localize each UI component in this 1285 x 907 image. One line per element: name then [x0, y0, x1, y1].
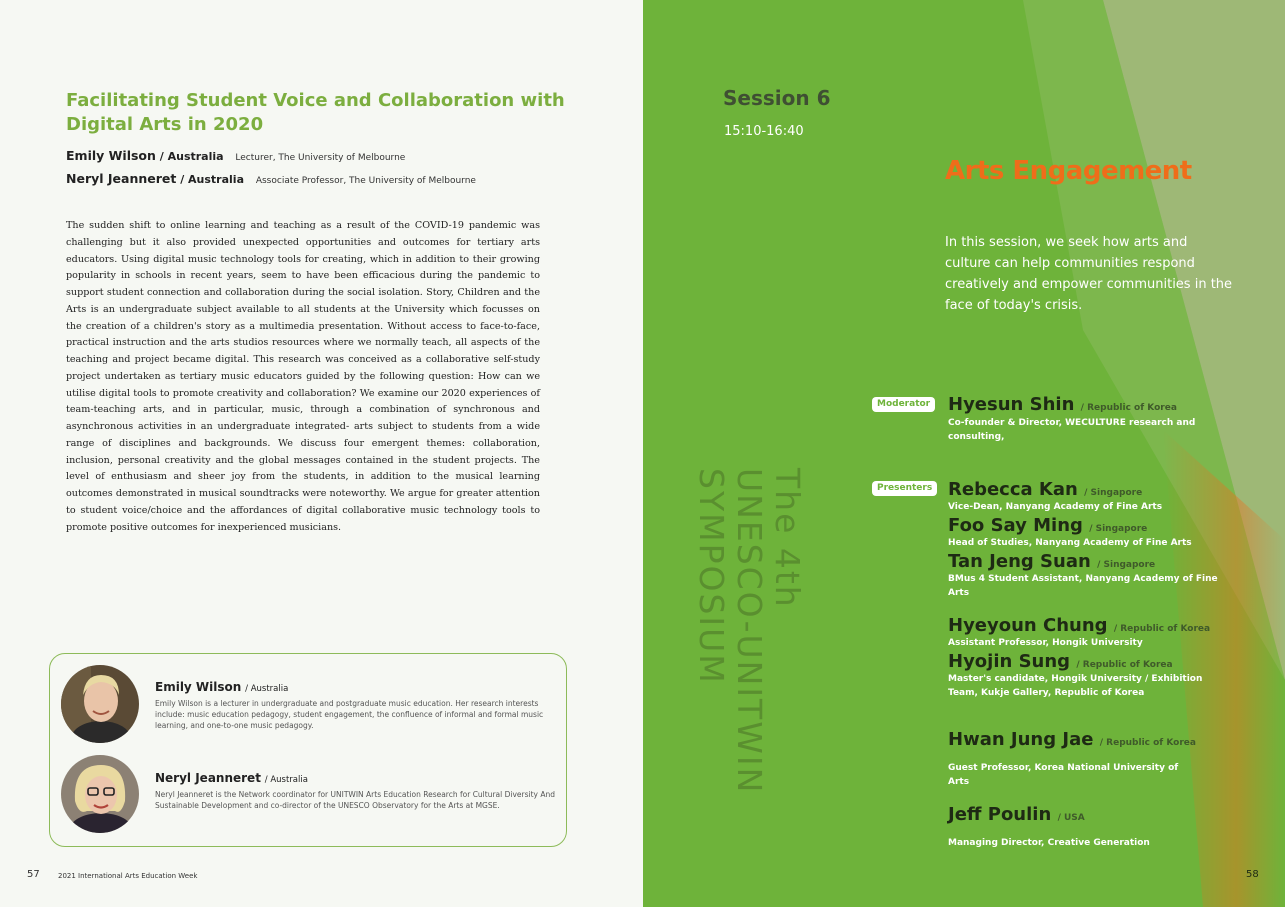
page-number-right: 58: [1246, 869, 1259, 880]
abstract-text: The sudden shift to online learning and teaching as a result of the COVID-19 pandemic was challenging but it also provided unexpected opportunities and outcomes for tertiary arts educators. Using digital music technology tools for creating, which in addition to their growing popularity in schools in recent years, seem to have been efficacious during the pandemic to support student connection and collaboration during the social isolation. Story, Children and the Arts is an undergraduate subject available to all students at the University which focusses on the creation of a children's story as a multimedia presentation. Without access to face-to-face, practical instruction and the arts studios resources where we normally teach, all aspects of the teaching and project became digital. This research was conceived as a collaborative self-study project undertaken as tertiary music educators guided by the following question: How can we utilise digital tools to promote creativity and collaboration? We examine our 2020 experiences of team-teaching arts, and in particular, music, through a combination of synchronous and asynchronous activities in an undergraduate integrated- arts subject to students from a wide range of disciplines and backgrounds. We discuss four emergent themes: collaboration, inclusion, personal creativity and the global messages contained in the student projects. The level of enthusiasm and sheer joy from the students, in addition to the musical learning outcomes demonstrated in musical soundtracks were noteworthy. We argue for greater attention to student voice/choice and the affordances of digital collaborative music technology tools to promote positive outcomes for inexperienced musicians.: [66, 220, 540, 533]
author-line-1: [66, 148, 405, 163]
presenter-role: Vice-Dean, Nanyang Academy of Fine Arts: [948, 502, 1163, 512]
presenter-country: / Republic of Korea: [1076, 660, 1173, 670]
presenter-country: / Singapore: [1089, 524, 1148, 534]
vertical-title-line: The 4th: [768, 468, 807, 609]
session-time: 15:10-16:40: [724, 124, 804, 139]
session-intro: In this session, we seek how arts and culture can help communities respond creatively and empower communities in the face of today's crisis.: [945, 235, 1233, 313]
author-line-2: [66, 171, 476, 186]
vertical-title-line: UNESCO-UNITWIN: [730, 468, 769, 795]
vertical-title-line: SYMPOSIUM: [692, 468, 731, 685]
emily-wilson-photo: [61, 665, 139, 743]
page-number-left: 57: [27, 869, 40, 880]
moderator-name: Hyesun Shin / Republic of Korea: [948, 394, 1177, 415]
footer-text: 2021 International Arts Education Week: [58, 872, 198, 880]
presenter-role: BMus 4 Student Assistant, Nanyang Academy of Fine Arts: [948, 574, 1218, 598]
bio-name-1: [155, 680, 288, 694]
presenter-role: Guest Professor, Korea National University of Arts: [948, 763, 1179, 787]
presenter-role: Master's candidate, Hongik University / Exhibition Team, Kukje Gallery, Republic of Korea: [948, 674, 1203, 698]
presenter-country: / Singapore: [1084, 488, 1143, 498]
presenter-name: Jeff Poulin / USA: [948, 804, 1085, 825]
bio-text-1: Emily Wilson is a lecturer in undergraduate and postgraduate music education. Her research interests include: music education pedagogy, student engagement, the confluence of informal and formal music learning, and one-to-one music pedagogy.: [155, 699, 544, 730]
session-label: Session 6: [723, 86, 831, 110]
moderator-badge: Moderator: [872, 397, 935, 412]
bio-name-2: [155, 771, 308, 785]
presenter-country: / Singapore: [1097, 560, 1156, 570]
presenter-name: Hyeyoun Chung / Republic of Korea: [948, 615, 1211, 636]
symposium-vertical-title: [692, 468, 806, 794]
presenter-role: Managing Director, Creative Generation: [948, 838, 1150, 848]
bio-country: / Australia: [264, 775, 308, 785]
moderator-country: / Republic of Korea: [1080, 403, 1177, 413]
presenters-badge: Presenters: [872, 481, 937, 496]
presenter-country: / Republic of Korea: [1113, 624, 1211, 634]
presenter-role: Head of Studies, Nanyang Academy of Fine Arts: [948, 538, 1192, 548]
presenter-name: Foo Say Ming / Singapore: [948, 515, 1148, 536]
author-affiliation: Lecturer, The University of Melbourne: [235, 153, 406, 163]
moderator-role: Co-founder & Director, WECULTURE research and consulting,: [948, 418, 1196, 442]
presenter-name: Hyojin Sung / Republic of Korea: [948, 651, 1173, 672]
presenter-role: Assistant Professor, Hongik University: [948, 638, 1143, 648]
bio-country: / Australia: [245, 684, 289, 694]
author-country: / Australia: [180, 173, 244, 186]
presenter-country: / USA: [1057, 813, 1085, 823]
presenter-name: Rebecca Kan / Singapore: [948, 479, 1143, 500]
author-affiliation: Associate Professor, The University of Melbourne: [255, 176, 476, 186]
bio-text-2: Neryl Jeanneret is the Network coordinator for UNITWIN Arts Education Research for Cultural Diversity And Sustainable Development and co-director of the UNESCO Observatory for the Arts at MGSE.: [155, 790, 555, 810]
author-name: Emily Wilson: [66, 148, 156, 163]
bio-person-name: Emily Wilson: [155, 680, 242, 694]
author-name: Neryl Jeanneret: [66, 171, 177, 186]
article-title: Facilitating Student Voice and Collaboration with Digital Arts in 2020: [66, 90, 565, 135]
bio-person-name: Neryl Jeanneret: [155, 771, 261, 785]
author-country: / Australia: [159, 150, 224, 163]
session-heading: Arts Engagement: [945, 156, 1192, 186]
presenter-name: Hwan Jung Jae / Republic of Korea: [948, 729, 1196, 750]
presenter-name: Tan Jeng Suan / Singapore: [948, 551, 1156, 572]
neryl-jeanneret-photo: [61, 755, 139, 833]
presenter-country: / Republic of Korea: [1099, 738, 1196, 748]
